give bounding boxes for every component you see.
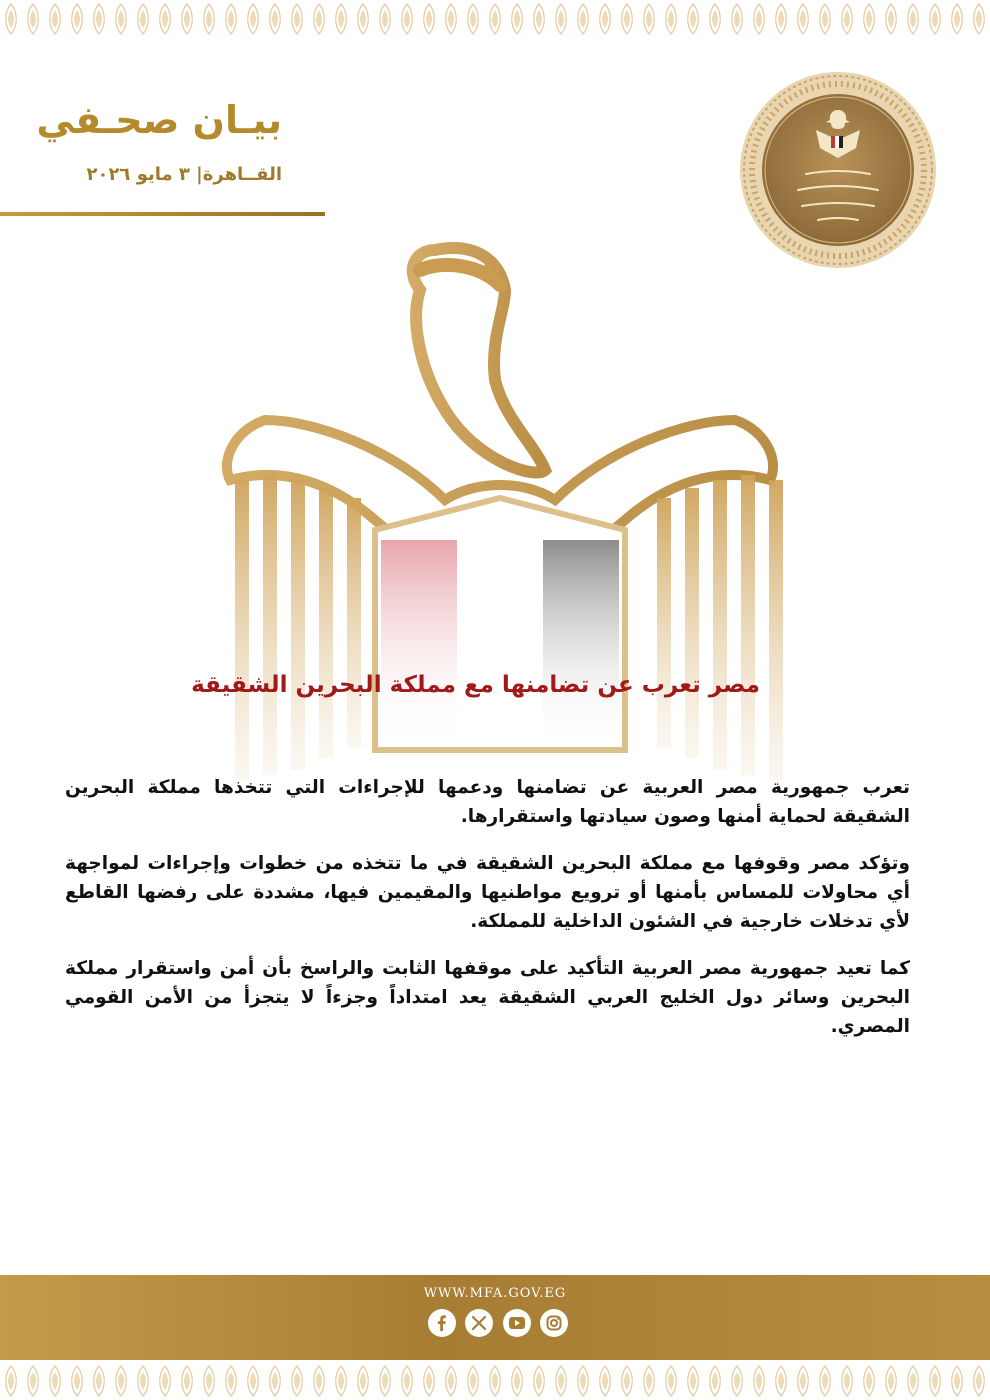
top-ornamental-border (0, 0, 990, 38)
youtube-icon[interactable] (503, 1309, 531, 1337)
body-paragraph: كما تعيد جمهورية مصر العربية التأكيد على موقفها الثابت والراسخ بأن أمن واستقرار مملكة البحرين وسائر دول الخليج العربي الشقيقة يعد امتداداً وجزءاً لا يتجزأ من الأمن القومي المصري. (65, 958, 910, 1037)
statement-headline: مصر تعرب عن تضامنها مع مملكة البحرين الشقيقة (191, 672, 760, 698)
body-paragraph: تعرب جمهورية مصر العربية عن تضامنها ودعمها للإجراءات التي تتخذها مملكة البحرين الشقيقة لحماية أمنها وصون سيادتها واستقرارها. (65, 777, 910, 827)
dateline: القــاهرة| ٣ مايو ٢٠٢٦ (86, 164, 282, 185)
website-link[interactable]: WWW.MFA.GOV.EG (423, 1286, 567, 1301)
social-links (428, 1309, 568, 1339)
x-icon[interactable] (465, 1309, 493, 1337)
instagram-icon[interactable] (540, 1309, 568, 1337)
header-divider (0, 212, 325, 216)
eagle-watermark-icon (205, 230, 795, 790)
body-paragraph: وتؤكد مصر وقوفها مع مملكة البحرين الشقيقة في ما تتخذه من خطوات وإجراءات لمواجهة أي محاولات للمساس بأمنها أو ترويع مواطنيها والمقيمين فيها، مشددة على رفضها القاطع لأي تدخلات خارجية في الشئون الداخلية للمملكة. (65, 853, 910, 932)
facebook-icon[interactable] (428, 1309, 456, 1337)
header-block (0, 90, 330, 220)
bottom-ornamental-border (0, 1362, 990, 1400)
document-type-title: بيـان صحـفي (36, 98, 282, 142)
statement-body (65, 773, 910, 1059)
